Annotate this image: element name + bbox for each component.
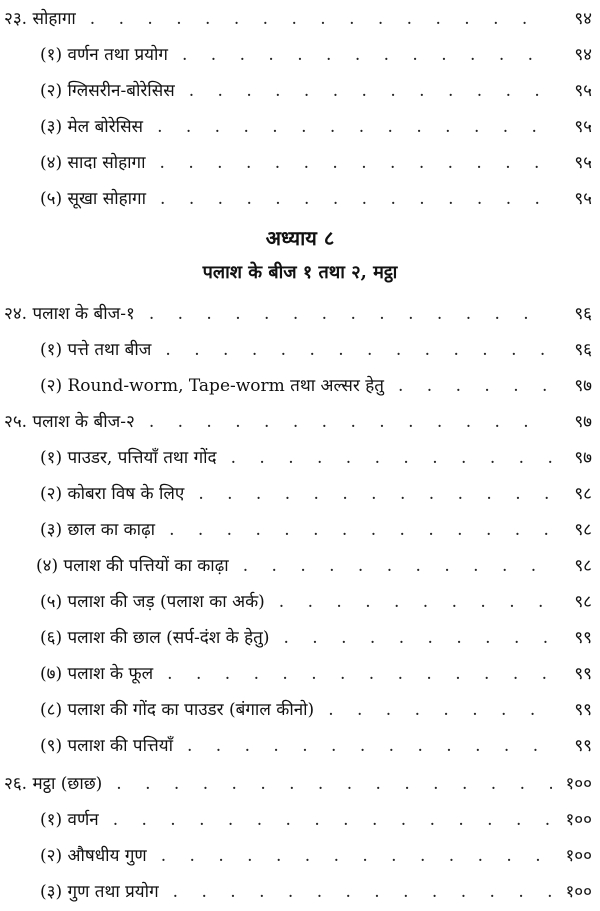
entry-page: ९७ — [574, 412, 592, 432]
dot-leader — [156, 188, 552, 210]
dot-leader — [157, 845, 552, 867]
toc-entry — [0, 367, 600, 397]
dot-leader — [239, 555, 552, 577]
entry-page: ९७ — [574, 376, 592, 396]
dot-leader — [227, 447, 552, 469]
dot-leader — [183, 735, 552, 757]
entry-title: (५) सूखा सोहागा — [40, 189, 147, 209]
dot-leader — [86, 8, 552, 30]
entry-page: ९५ — [574, 117, 592, 137]
entry-page: ९८ — [574, 484, 592, 504]
entry-title: (५) पलाश की जड़ (पलाश का अर्क) — [40, 592, 265, 612]
toc-entry — [0, 439, 600, 469]
toc-entry — [0, 295, 600, 325]
dot-leader — [324, 699, 552, 721]
dot-leader — [153, 116, 552, 138]
dot-leader — [394, 375, 552, 397]
entry-page: ९९ — [574, 700, 592, 720]
toc-entry — [0, 583, 600, 613]
dot-leader — [156, 152, 552, 174]
entry-title: (२) कोबरा विष के लिए — [40, 484, 185, 504]
dot-leader — [178, 44, 552, 66]
toc-entry — [0, 837, 600, 867]
dot-leader — [194, 483, 552, 505]
toc-entry — [0, 873, 600, 903]
entry-title: (६) पलाश की छाल (सर्प-दंश के हेतु) — [40, 628, 270, 648]
toc-entry — [0, 180, 600, 210]
toc-entry — [0, 691, 600, 721]
entry-page: ९५ — [574, 189, 592, 209]
dot-leader — [161, 339, 552, 361]
entry-title: २६. मट्ठा (छाछ) — [4, 774, 103, 794]
entry-page: १०० — [565, 810, 592, 830]
toc-entry — [0, 727, 600, 757]
entry-page: ९४ — [574, 45, 592, 65]
entry-title: (१) वर्णन तथा प्रयोग — [40, 45, 168, 65]
toc-entry — [0, 475, 600, 505]
toc-entry — [0, 72, 600, 102]
entry-title: (९) पलाश की पत्तियाँ — [40, 736, 173, 756]
toc-entry — [0, 511, 600, 541]
entry-page: १०० — [565, 774, 592, 794]
dot-leader — [165, 519, 552, 541]
entry-title: २५. पलाश के बीज-२ — [4, 412, 135, 432]
entry-title: (२) औषधीय गुण — [40, 846, 147, 866]
entry-title: (३) गुण तथा प्रयोग — [40, 882, 159, 902]
entry-page: ९६ — [574, 340, 592, 360]
entry-page: ९८ — [574, 592, 592, 612]
toc-entry — [0, 108, 600, 138]
entry-page: १०० — [565, 846, 592, 866]
entry-page: ९८ — [574, 520, 592, 540]
chapter-subheading: पलाश के बीज १ तथा २, मट्ठा — [202, 262, 398, 283]
toc-entry — [0, 144, 600, 174]
dot-leader — [112, 773, 552, 795]
entry-title: (१) पत्ते तथा बीज — [40, 340, 152, 360]
entry-title: (३) मेल बोरेसिस — [40, 117, 144, 137]
toc-entry — [0, 0, 600, 30]
entry-page: ९४ — [574, 9, 592, 29]
entry-page: ९६ — [574, 304, 592, 324]
toc-entry — [0, 765, 600, 795]
dot-leader — [169, 881, 552, 903]
dot-leader — [275, 591, 552, 613]
dot-leader — [280, 627, 553, 649]
entry-title: २४. पलाश के बीज-१ — [4, 304, 135, 324]
entry-title: (३) छाल का काढ़ा — [40, 520, 156, 540]
dot-leader — [145, 303, 552, 325]
entry-page: ९९ — [574, 664, 592, 684]
entry-title: (२) Round-worm, Tape-worm तथा अल्सर हेतु — [40, 376, 384, 396]
entry-page: ९७ — [574, 448, 592, 468]
entry-page: १०० — [565, 882, 592, 902]
dot-leader — [145, 411, 552, 433]
entry-title: (८) पलाश की गोंद का पाउडर (बंगाल कीनो) — [40, 700, 315, 720]
entry-title: (२) ग्लिसरीन-बोरेसिस — [40, 81, 175, 101]
chapter-heading: अध्याय ८ — [265, 226, 335, 250]
dot-leader — [109, 809, 552, 831]
entry-title: (४) पलाश की पत्तियों का काढ़ा — [36, 556, 229, 576]
entry-page: ९९ — [574, 628, 592, 648]
entry-page: ९९ — [574, 736, 592, 756]
toc-entry — [0, 619, 600, 649]
toc-entry — [0, 331, 600, 361]
toc-entry — [0, 547, 600, 577]
dot-leader — [185, 80, 552, 102]
toc-entry — [0, 801, 600, 831]
entry-page: ९५ — [574, 81, 592, 101]
entry-title: (१) वर्णन — [40, 810, 99, 830]
toc-entry — [0, 403, 600, 433]
toc-entry — [0, 36, 600, 66]
dot-leader — [163, 663, 552, 685]
entry-page: ९८ — [574, 556, 592, 576]
entry-title: (४) सादा सोहागा — [40, 153, 146, 173]
toc-entry — [0, 655, 600, 685]
entry-page: ९५ — [574, 153, 592, 173]
entry-title: (७) पलाश के फूल — [40, 664, 154, 684]
entry-title: (१) पाउडर, पत्तियाँ तथा गोंद — [40, 448, 217, 468]
entry-title: २३. सोहागा — [4, 9, 76, 29]
